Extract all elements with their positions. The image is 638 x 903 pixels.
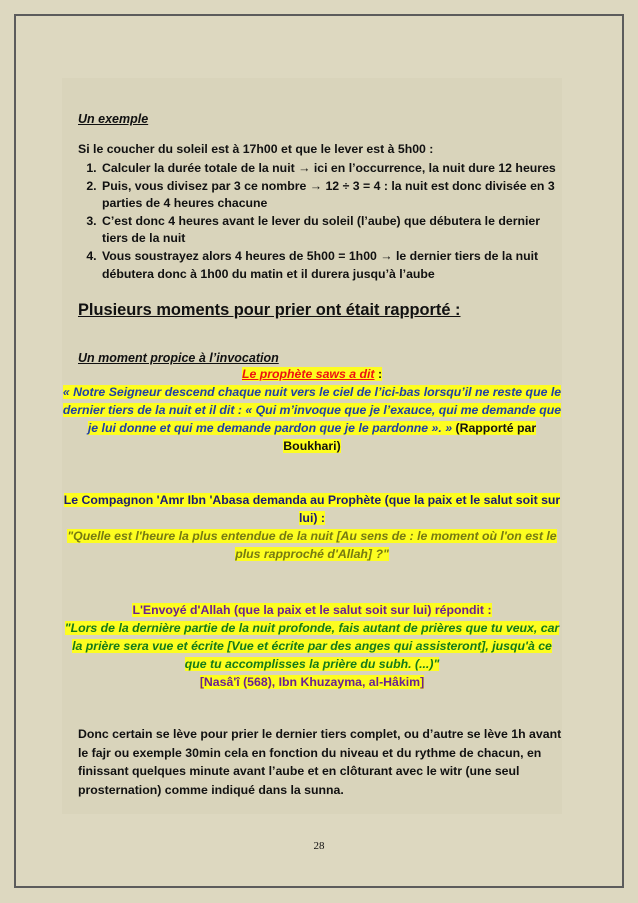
list-item: 4. Vous soustrayez alors 4 heures de 5h00 = 1h00 → le dernier tiers de la nuit débutera donc à 1h00 du matin et il durera jusqu’à l’aube xyxy=(100,248,562,283)
hadith-source: (Rapporté par Boukhari) xyxy=(283,421,537,454)
page-number: 28 xyxy=(313,840,325,852)
closing-paragraph: Donc certain se lève pour prier le dernier tiers complet, ou d’autre se lève 1h avant le fajr ou exemple 30min cela en fonction du niveau et du rythme de chacun, en finissant quelques minute avant l’aube et en clôturant avec le witr (une seul prosternation) comme indiqué dans la sunna. xyxy=(78,727,562,797)
list-item: 2. Puis, vous divisez par 3 ce nombre → 12 ÷ 3 = 4 : la nuit est donc divisée en 3 parties de 4 heures chacune xyxy=(100,178,562,213)
companion-intro: Le Compagnon 'Amr Ibn 'Abasa demanda au Prophète (que la paix et le salut soit sur lui) : xyxy=(63,493,561,526)
reply-source: [Nasâ'î (568), Ibn Khuzayma, al-Hâkim] xyxy=(199,675,425,690)
reply-block xyxy=(62,601,562,691)
prophet-said: Le prophète saws a dit xyxy=(241,367,375,382)
page-content xyxy=(62,78,562,814)
prophet-said-colon: : xyxy=(374,367,383,382)
hadith-block xyxy=(62,365,562,455)
invocation-heading: Un moment propice à l’invocation xyxy=(78,351,279,366)
section-title: Plusieurs moments pour prier ont était rapporté : xyxy=(78,301,461,320)
companion-block xyxy=(62,491,562,563)
example-heading: Un exemple xyxy=(78,112,149,126)
example-intro: Si le coucher du soleil est à 17h00 et que le lever est à 5h00 : xyxy=(78,142,434,156)
list-item: 1. Calculer la durée totale de la nuit → ici en l’occurrence, la nuit dure 12 heures xyxy=(100,160,562,178)
hadith-text: « Notre Seigneur descend chaque nuit vers le ciel de l’ici-bas lorsqu’il ne reste que le dernier tiers de la nuit et il dit : « Qui m’invoque que je l’exauce, qui me demande que je lui donne et qui me demande pardon que je le pardonne ». » xyxy=(62,385,562,436)
reply-intro: L'Envoyé d'Allah (que la paix et le salut soit sur lui) répondit : xyxy=(132,603,492,618)
example-steps xyxy=(62,160,562,283)
list-item: 3. C’est donc 4 heures avant le lever du soleil (l’aube) que débutera le dernier tiers de la nuit xyxy=(100,213,562,248)
reply-answer: "Lors de la dernière partie de la nuit profonde, fais autant de prières que tu veux, car la prière sera vue et écrite [Vue et écrite par des anges qui assisteront], jusqu'à ce que tu accomplisses la prière du subh. (...)" xyxy=(64,621,560,672)
companion-question: "Quelle est l'heure la plus entendue de la nuit [Au sens de : le moment où l'on est le plus rapproché d'Allah] ?" xyxy=(67,529,557,562)
